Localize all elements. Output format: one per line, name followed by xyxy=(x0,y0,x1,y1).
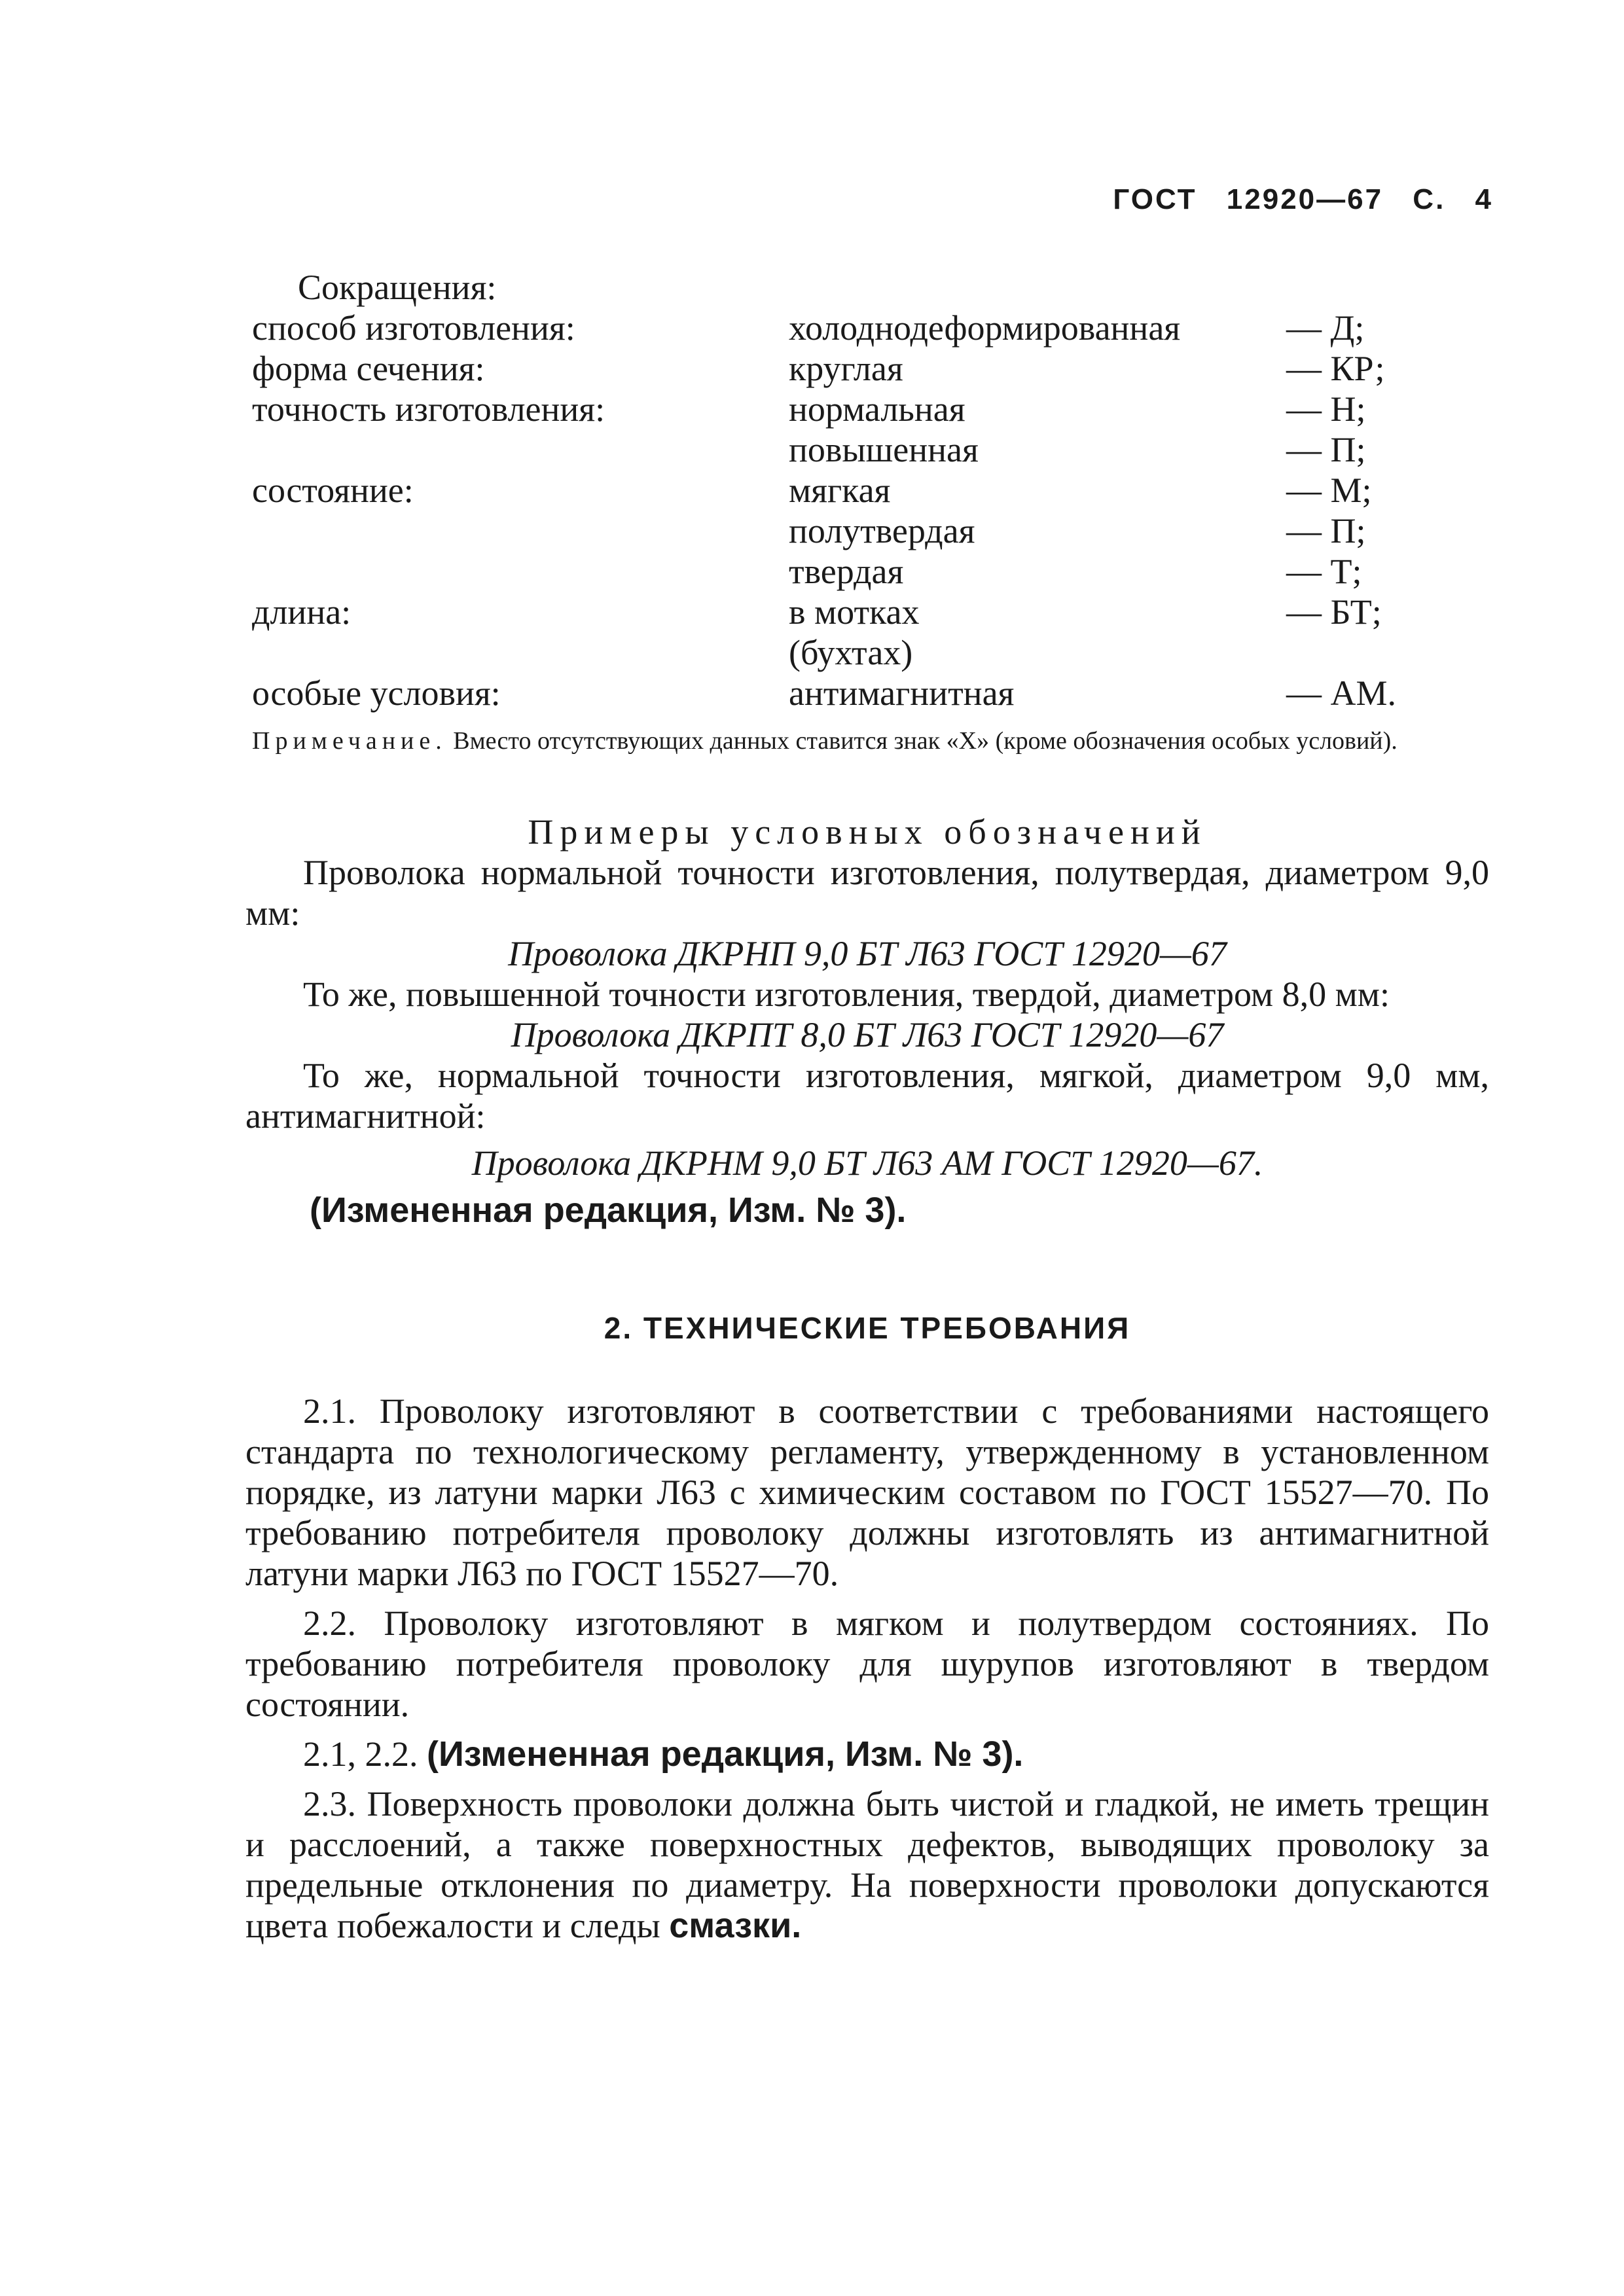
abbreviation-row xyxy=(252,429,1430,470)
abbreviation-key xyxy=(252,429,789,470)
section-title: 2. ТЕХНИЧЕСКИЕ ТРЕБОВАНИЯ xyxy=(604,1311,1131,1345)
abbreviation-key: точность изготовления: xyxy=(252,389,605,429)
paragraph-2-3 xyxy=(245,1784,1489,1946)
abbreviation-value: повышенная xyxy=(789,430,979,469)
abbreviation-code: — Д; xyxy=(1286,308,1365,348)
abbreviation-code: — П; xyxy=(1286,511,1366,550)
abbreviation-value: круглая xyxy=(789,349,903,388)
abbreviation-code: — Т; xyxy=(1286,552,1362,591)
abbreviation-row xyxy=(252,348,1430,389)
abbreviation-value: полутвердая xyxy=(789,511,975,550)
abbreviations-block xyxy=(252,267,1430,713)
abbreviation-row xyxy=(252,551,1430,592)
revision-note: (Измененная редакция, Изм. № 3). xyxy=(310,1191,907,1230)
abbreviation-code: — АМ. xyxy=(1286,673,1397,713)
abbreviation-value: нормальная xyxy=(789,389,965,429)
abbreviation-value: холоднодеформированная xyxy=(789,308,1181,348)
paragraph-2-2: 2.2. Проволоку изготовляют в мягком и полутвердом состояниях. По требованию потребителя проволоку для шурупов изготовляют в твердом состоянии. xyxy=(245,1604,1489,1724)
example-designation: Проволока ДКРНМ 9,0 БТ Л63 АМ ГОСТ 12920—67. xyxy=(471,1143,1263,1183)
paragraph-2-3-end: смазки. xyxy=(669,1906,802,1945)
abbreviations-list xyxy=(252,308,1430,713)
abbreviation-key: форма сечения: xyxy=(252,349,485,388)
examples-block xyxy=(245,812,1489,1230)
abbreviation-code: — М; xyxy=(1286,471,1372,510)
example-text: То же, повышенной точности изготовления, твердой, диаметром 8,0 мм: xyxy=(303,975,1390,1014)
abbreviation-value: (бухтах) xyxy=(789,633,913,672)
abbreviation-key: длина: xyxy=(252,592,352,632)
revision-text: (Измененная редакция, Изм. № 3). xyxy=(427,1734,1024,1774)
abbreviation-key xyxy=(252,551,789,592)
abbreviation-code: — БТ; xyxy=(1286,592,1382,632)
note-text: Вместо отсутствующих данных ставится знак «Х» (кроме обозначения особых условий). xyxy=(453,727,1398,755)
abbreviation-key: особые условия: xyxy=(252,673,501,713)
abbreviation-row xyxy=(252,389,1430,429)
abbreviation-code: — П; xyxy=(1286,430,1366,469)
abbreviation-value: мягкая xyxy=(789,471,891,510)
abbreviation-value: твердая xyxy=(789,552,904,591)
abbreviation-row xyxy=(252,592,1430,632)
abbreviation-key: состояние: xyxy=(252,471,414,510)
page-header: ГОСТ 12920—67 С. 4 xyxy=(1113,183,1493,215)
abbreviation-key: способ изготовления: xyxy=(252,308,575,348)
example-text: Проволока нормальной точности изготовления, полутвердая, диаметром 9,0 мм: xyxy=(245,853,1489,933)
abbreviation-key xyxy=(252,511,789,551)
abbreviation-row xyxy=(252,511,1430,551)
abbreviation-row xyxy=(252,308,1430,348)
example-text: То же, нормальной точности изготовления, мягкой, диаметром 9,0 мм, антимагнитной: xyxy=(245,1056,1489,1136)
abbreviation-code: — КР; xyxy=(1286,349,1385,388)
abbreviation-code: — Н; xyxy=(1286,389,1366,429)
abbreviation-row xyxy=(252,673,1430,713)
example-designation: Проволока ДКРПТ 8,0 БТ Л63 ГОСТ 12920—67 xyxy=(511,1015,1224,1054)
section-body xyxy=(245,1391,1489,1946)
abbreviation-row xyxy=(252,632,1430,673)
abbreviation-value: антимагнитная xyxy=(789,673,1015,713)
example-designation: Проволока ДКРНП 9,0 БТ Л63 ГОСТ 12920—67 xyxy=(508,934,1227,973)
revision-note-2 xyxy=(245,1734,1489,1774)
abbreviation-value: в мотках xyxy=(789,592,920,632)
note xyxy=(252,725,1489,757)
note-title: Примечание. xyxy=(252,727,447,755)
paragraph-2-1: 2.1. Проволоку изготовляют в соответствии с требованиями настоящего стандарта по технологическому регламенту, утвержденному в установленном порядке, из латуни марки Л63 с химическим составом по ГОСТ 15527—70. По требованию потребителя проволоку должны изготовлять из антимагнитной латуни марки Л63 по ГОСТ 15527—70. xyxy=(245,1391,1489,1593)
paragraph-2-3-text: 2.3. Поверхность проволоки должна быть чистой и гладкой, не иметь трещин и расслоений, а также поверхностных дефектов, выводящих проволоку за предельные отклонения по диаметру. На поверхности проволоки допускаются цвета побежалости и следы xyxy=(245,1784,1489,1945)
abbreviation-row xyxy=(252,470,1430,511)
abbreviation-key xyxy=(252,632,789,673)
revision-clauses: 2.1, 2.2. xyxy=(303,1734,418,1774)
abbreviations-title: Сокращения: xyxy=(298,268,497,307)
examples-title: Примеры условных обозначений xyxy=(528,812,1207,852)
